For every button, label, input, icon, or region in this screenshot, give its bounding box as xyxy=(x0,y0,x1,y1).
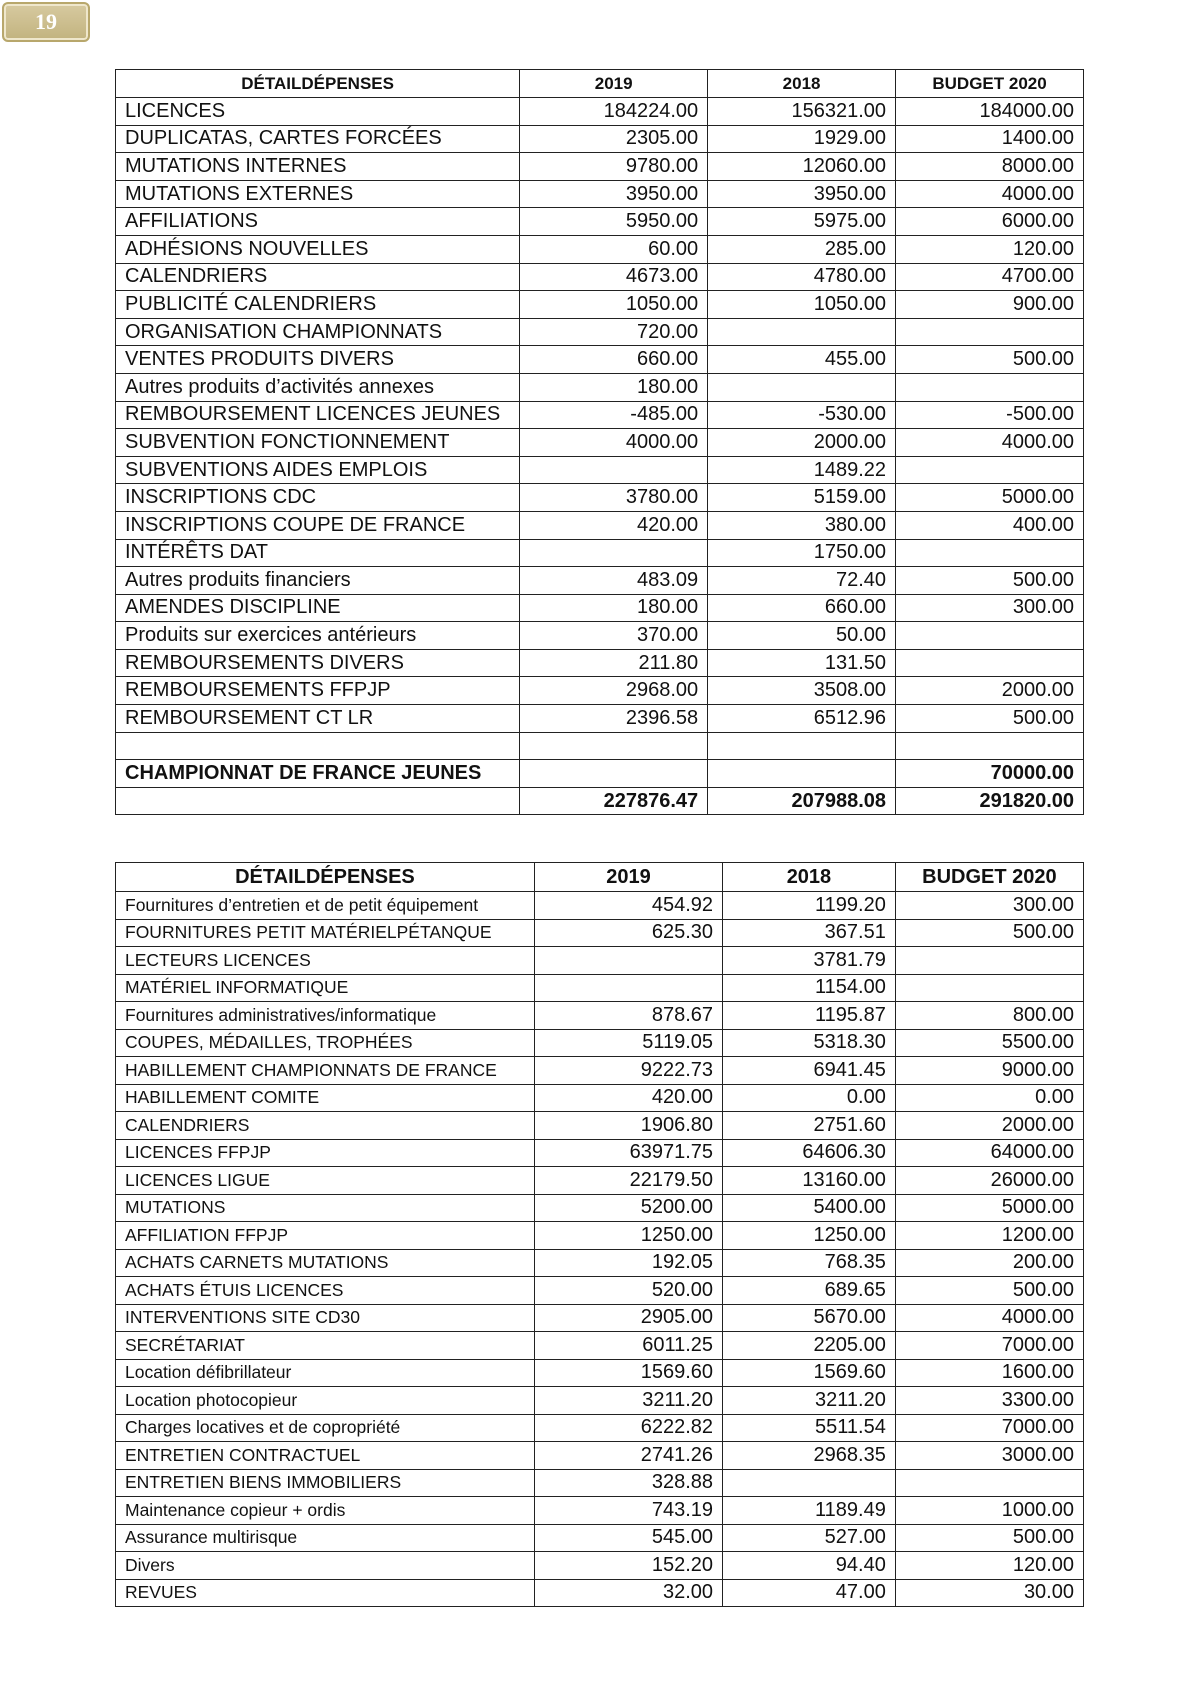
row-label: LICENCES LIGUE xyxy=(116,1167,535,1195)
value-2018: 2968.35 xyxy=(723,1442,896,1470)
row-label: COUPES, MÉDAILLES, TROPHÉES xyxy=(116,1029,535,1057)
value-budget-2020: 8000.00 xyxy=(896,153,1084,181)
value-budget-2020 xyxy=(896,622,1084,650)
value-budget-2020: 4000.00 xyxy=(896,180,1084,208)
row-label: AFFILIATIONS xyxy=(116,208,520,236)
value-budget-2020: 0.00 xyxy=(895,1084,1083,1112)
value-budget-2020: 300.00 xyxy=(895,892,1083,920)
value-budget-2020: 500.00 xyxy=(895,1277,1083,1305)
table-header-row xyxy=(116,70,1084,98)
table-row xyxy=(116,677,1084,705)
table-row xyxy=(116,1222,1084,1250)
table-row xyxy=(116,567,1084,595)
value-2018 xyxy=(723,1469,896,1497)
value-budget-2020: 4000.00 xyxy=(895,1304,1083,1332)
value-2018: 2000.00 xyxy=(708,429,896,457)
value-2019: 3780.00 xyxy=(520,484,708,512)
value-2018: 0.00 xyxy=(723,1084,896,1112)
table-row xyxy=(116,1497,1084,1525)
value-2019: 483.09 xyxy=(520,567,708,595)
value-2019 xyxy=(520,539,708,567)
table-row xyxy=(116,732,1084,760)
page-number-badge xyxy=(2,2,90,42)
value-2019: 2396.58 xyxy=(520,705,708,733)
value-budget-2020: 5000.00 xyxy=(895,1194,1083,1222)
table-row xyxy=(116,346,1084,374)
table-row xyxy=(116,429,1084,457)
value-2019: 180.00 xyxy=(520,373,708,401)
value-2019: 9222.73 xyxy=(534,1057,722,1085)
value-budget-2020: 6000.00 xyxy=(896,208,1084,236)
value-2019: 454.92 xyxy=(534,892,722,920)
value-2018: 131.50 xyxy=(708,649,896,677)
page-number: 19 xyxy=(35,9,57,34)
value-2018: 367.51 xyxy=(723,919,896,947)
value-2019: 63971.75 xyxy=(534,1139,722,1167)
value-budget-2020: 1200.00 xyxy=(895,1222,1083,1250)
table-row xyxy=(116,456,1084,484)
table-row xyxy=(116,318,1084,346)
value-2019: 1906.80 xyxy=(534,1112,722,1140)
value-2018: 1050.00 xyxy=(708,291,896,319)
value-budget-2020 xyxy=(896,732,1084,760)
table-row xyxy=(116,1057,1084,1085)
value-budget-2020: 500.00 xyxy=(896,705,1084,733)
value-2019: 660.00 xyxy=(520,346,708,374)
value-2018: 1929.00 xyxy=(708,125,896,153)
row-label: INSCRIPTIONS CDC xyxy=(116,484,520,512)
row-label: REVUES xyxy=(116,1579,535,1607)
value-2018: 5159.00 xyxy=(708,484,896,512)
value-2018: 1199.20 xyxy=(723,892,896,920)
row-label: ORGANISATION CHAMPIONNATS xyxy=(116,318,520,346)
value-2018: 689.65 xyxy=(723,1277,896,1305)
value-2019: 180.00 xyxy=(520,594,708,622)
row-label: FOURNITURES PETIT MATÉRIELPÉTANQUE xyxy=(116,919,535,947)
value-2019: 152.20 xyxy=(534,1552,722,1580)
value-2018: 5511.54 xyxy=(723,1414,896,1442)
value-2018 xyxy=(708,760,896,788)
value-2018: 94.40 xyxy=(723,1552,896,1580)
value-budget-2020: 1400.00 xyxy=(896,125,1084,153)
value-budget-2020: 1000.00 xyxy=(895,1497,1083,1525)
value-2018: 2751.60 xyxy=(723,1112,896,1140)
value-budget-2020: 7000.00 xyxy=(895,1332,1083,1360)
value-budget-2020 xyxy=(895,974,1083,1002)
value-budget-2020: 200.00 xyxy=(895,1249,1083,1277)
value-2019: -485.00 xyxy=(520,401,708,429)
value-2018: 64606.30 xyxy=(723,1139,896,1167)
value-2018: 6941.45 xyxy=(723,1057,896,1085)
value-budget-2020: 500.00 xyxy=(896,567,1084,595)
table-row xyxy=(116,1387,1084,1415)
value-2019: 625.30 xyxy=(534,919,722,947)
table-row xyxy=(116,1359,1084,1387)
value-budget-2020: 800.00 xyxy=(895,1002,1083,1030)
value-2019: 22179.50 xyxy=(534,1167,722,1195)
value-2018: 5670.00 xyxy=(723,1304,896,1332)
row-label: SECRÉTARIAT xyxy=(116,1332,535,1360)
row-label: AMENDES DISCIPLINE xyxy=(116,594,520,622)
value-2019: 211.80 xyxy=(520,649,708,677)
value-2019: 1569.60 xyxy=(534,1359,722,1387)
value-2019: 4673.00 xyxy=(520,263,708,291)
value-2019: 6011.25 xyxy=(534,1332,722,1360)
value-2019: 2905.00 xyxy=(534,1304,722,1332)
value-2019 xyxy=(534,947,722,975)
value-budget-2020: -500.00 xyxy=(896,401,1084,429)
value-2018: 3508.00 xyxy=(708,677,896,705)
row-label xyxy=(116,732,520,760)
value-2018: 660.00 xyxy=(708,594,896,622)
value-2019: 4000.00 xyxy=(520,429,708,457)
value-2018: 13160.00 xyxy=(723,1167,896,1195)
row-label: Autres produits financiers xyxy=(116,567,520,595)
value-2018 xyxy=(708,318,896,346)
row-label: Location défibrillateur xyxy=(116,1359,535,1387)
table-row xyxy=(116,1442,1084,1470)
row-label: Fournitures d’entretien et de petit équipement xyxy=(116,892,535,920)
value-budget-2020 xyxy=(895,947,1083,975)
table-row xyxy=(116,1112,1084,1140)
value-2019 xyxy=(520,456,708,484)
value-budget-2020 xyxy=(896,649,1084,677)
column-header-2018: 2018 xyxy=(723,863,896,892)
row-label: HABILLEMENT COMITE xyxy=(116,1084,535,1112)
value-2019: 184224.00 xyxy=(520,98,708,126)
table-row xyxy=(116,649,1084,677)
table-row xyxy=(116,235,1084,263)
row-label: Charges locatives et de copropriété xyxy=(116,1414,535,1442)
value-2019: 32.00 xyxy=(534,1579,722,1607)
value-2018: 4780.00 xyxy=(708,263,896,291)
value-2018 xyxy=(708,732,896,760)
value-2018: 1154.00 xyxy=(723,974,896,1002)
value-budget-2020: 5000.00 xyxy=(896,484,1084,512)
table-row xyxy=(116,1167,1084,1195)
table-row xyxy=(116,787,1084,815)
column-header-2019: 2019 xyxy=(534,863,722,892)
value-budget-2020: 7000.00 xyxy=(895,1414,1083,1442)
value-2019: 1250.00 xyxy=(534,1222,722,1250)
table-row xyxy=(116,1414,1084,1442)
row-label xyxy=(116,787,520,815)
row-label: INSCRIPTIONS COUPE DE FRANCE xyxy=(116,511,520,539)
value-budget-2020: 184000.00 xyxy=(896,98,1084,126)
row-label: Divers xyxy=(116,1552,535,1580)
value-2019: 878.67 xyxy=(534,1002,722,1030)
table-row xyxy=(116,1579,1084,1607)
row-label: Produits sur exercices antérieurs xyxy=(116,622,520,650)
row-label: SUBVENTIONS AIDES EMPLOIS xyxy=(116,456,520,484)
value-budget-2020: 4000.00 xyxy=(896,429,1084,457)
value-2019: 3211.20 xyxy=(534,1387,722,1415)
row-label: ADHÉSIONS NOUVELLES xyxy=(116,235,520,263)
value-2019: 420.00 xyxy=(520,511,708,539)
column-header-budget-2020: BUDGET 2020 xyxy=(895,863,1083,892)
row-label: LICENCES FFPJP xyxy=(116,1139,535,1167)
row-label: REMBOURSEMENT LICENCES JEUNES xyxy=(116,401,520,429)
value-2019: 9780.00 xyxy=(520,153,708,181)
value-2018 xyxy=(708,373,896,401)
value-budget-2020 xyxy=(896,318,1084,346)
value-2019: 60.00 xyxy=(520,235,708,263)
value-2019 xyxy=(534,974,722,1002)
value-budget-2020: 30.00 xyxy=(895,1579,1083,1607)
value-2019: 743.19 xyxy=(534,1497,722,1525)
value-2018: 1189.49 xyxy=(723,1497,896,1525)
table-row xyxy=(116,98,1084,126)
value-2019: 2741.26 xyxy=(534,1442,722,1470)
value-2019: 1050.00 xyxy=(520,291,708,319)
value-2019: 6222.82 xyxy=(534,1414,722,1442)
table-row xyxy=(116,705,1084,733)
table-row xyxy=(116,622,1084,650)
value-2019: 370.00 xyxy=(520,622,708,650)
row-label: MATÉRIEL INFORMATIQUE xyxy=(116,974,535,1002)
row-label: AFFILIATION FFPJP xyxy=(116,1222,535,1250)
value-budget-2020: 500.00 xyxy=(896,346,1084,374)
row-label: ACHATS CARNETS MUTATIONS xyxy=(116,1249,535,1277)
value-budget-2020: 1600.00 xyxy=(895,1359,1083,1387)
value-2019: 2968.00 xyxy=(520,677,708,705)
value-2018: 5975.00 xyxy=(708,208,896,236)
value-2018: 5400.00 xyxy=(723,1194,896,1222)
value-2018: 156321.00 xyxy=(708,98,896,126)
column-header-label: DÉTAILDÉPENSES xyxy=(116,863,535,892)
row-label: ACHATS ÉTUIS LICENCES xyxy=(116,1277,535,1305)
revenue-table xyxy=(115,69,1084,815)
value-budget-2020 xyxy=(896,456,1084,484)
expense-table xyxy=(115,862,1084,1607)
value-2019: 545.00 xyxy=(534,1524,722,1552)
row-label: Fournitures administratives/informatique xyxy=(116,1002,535,1030)
value-2018: 12060.00 xyxy=(708,153,896,181)
row-label: ENTRETIEN CONTRACTUEL xyxy=(116,1442,535,1470)
value-budget-2020: 300.00 xyxy=(896,594,1084,622)
table-row xyxy=(116,892,1084,920)
value-budget-2020: 2000.00 xyxy=(896,677,1084,705)
value-budget-2020: 3000.00 xyxy=(895,1442,1083,1470)
row-label: LICENCES xyxy=(116,98,520,126)
table-row xyxy=(116,539,1084,567)
row-label: INTÉRÊTS DAT xyxy=(116,539,520,567)
table-row xyxy=(116,1552,1084,1580)
value-2018: 207988.08 xyxy=(708,787,896,815)
value-2018: 50.00 xyxy=(708,622,896,650)
table-row xyxy=(116,263,1084,291)
row-label: Maintenance copieur + ordis xyxy=(116,1497,535,1525)
table-row xyxy=(116,760,1084,788)
value-budget-2020: 120.00 xyxy=(895,1552,1083,1580)
row-label: HABILLEMENT CHAMPIONNATS DE FRANCE xyxy=(116,1057,535,1085)
table-row xyxy=(116,484,1084,512)
row-label: MUTATIONS EXTERNES xyxy=(116,180,520,208)
value-2018: 3781.79 xyxy=(723,947,896,975)
value-2019: 5200.00 xyxy=(534,1194,722,1222)
value-2018: -530.00 xyxy=(708,401,896,429)
row-label: Assurance multirisque xyxy=(116,1524,535,1552)
column-header-budget-2020: BUDGET 2020 xyxy=(896,70,1084,98)
value-budget-2020: 64000.00 xyxy=(895,1139,1083,1167)
value-2019 xyxy=(520,760,708,788)
table-row xyxy=(116,373,1084,401)
table-row xyxy=(116,594,1084,622)
row-label: DUPLICATAS, CARTES FORCÉES xyxy=(116,125,520,153)
value-budget-2020: 120.00 xyxy=(896,235,1084,263)
table-row xyxy=(116,919,1084,947)
row-label: CALENDRIERS xyxy=(116,263,520,291)
value-2018: 47.00 xyxy=(723,1579,896,1607)
value-2019: 720.00 xyxy=(520,318,708,346)
row-label: Autres produits d’activités annexes xyxy=(116,373,520,401)
value-2019: 420.00 xyxy=(534,1084,722,1112)
value-budget-2020: 400.00 xyxy=(896,511,1084,539)
row-label: MUTATIONS INTERNES xyxy=(116,153,520,181)
value-2019: 328.88 xyxy=(534,1469,722,1497)
row-label: SUBVENTION FONCTIONNEMENT xyxy=(116,429,520,457)
row-label: MUTATIONS xyxy=(116,1194,535,1222)
row-label: CHAMPIONNAT DE FRANCE JEUNES xyxy=(116,760,520,788)
row-label: VENTES PRODUITS DIVERS xyxy=(116,346,520,374)
value-2018: 1250.00 xyxy=(723,1222,896,1250)
value-budget-2020: 9000.00 xyxy=(895,1057,1083,1085)
value-2019: 192.05 xyxy=(534,1249,722,1277)
table-row xyxy=(116,1332,1084,1360)
value-2018: 285.00 xyxy=(708,235,896,263)
value-2018: 1569.60 xyxy=(723,1359,896,1387)
row-label: REMBOURSEMENTS DIVERS xyxy=(116,649,520,677)
table-row xyxy=(116,1249,1084,1277)
value-2019: 2305.00 xyxy=(520,125,708,153)
table-row xyxy=(116,1084,1084,1112)
table-row xyxy=(116,1469,1084,1497)
value-budget-2020: 291820.00 xyxy=(896,787,1084,815)
value-budget-2020: 5500.00 xyxy=(895,1029,1083,1057)
value-2019: 3950.00 xyxy=(520,180,708,208)
table-row xyxy=(116,511,1084,539)
value-2018: 72.40 xyxy=(708,567,896,595)
table-row xyxy=(116,1304,1084,1332)
value-budget-2020: 70000.00 xyxy=(896,760,1084,788)
column-header-2018: 2018 xyxy=(708,70,896,98)
value-budget-2020: 900.00 xyxy=(896,291,1084,319)
value-budget-2020: 2000.00 xyxy=(895,1112,1083,1140)
table-row xyxy=(116,401,1084,429)
value-2018: 527.00 xyxy=(723,1524,896,1552)
value-2018: 3211.20 xyxy=(723,1387,896,1415)
value-budget-2020: 500.00 xyxy=(895,1524,1083,1552)
table-row xyxy=(116,153,1084,181)
row-label: Location photocopieur xyxy=(116,1387,535,1415)
table-row xyxy=(116,1524,1084,1552)
table-row xyxy=(116,125,1084,153)
row-label: LECTEURS LICENCES xyxy=(116,947,535,975)
column-header-label: DÉTAILDÉPENSES xyxy=(116,70,520,98)
value-2019: 5950.00 xyxy=(520,208,708,236)
table-row xyxy=(116,1139,1084,1167)
row-label: ENTRETIEN BIENS IMMOBILIERS xyxy=(116,1469,535,1497)
value-2018: 2205.00 xyxy=(723,1332,896,1360)
value-2018: 1750.00 xyxy=(708,539,896,567)
value-2019: 5119.05 xyxy=(534,1029,722,1057)
table-header-row xyxy=(116,863,1084,892)
row-label: CALENDRIERS xyxy=(116,1112,535,1140)
value-2018: 3950.00 xyxy=(708,180,896,208)
value-budget-2020: 4700.00 xyxy=(896,263,1084,291)
value-budget-2020 xyxy=(896,539,1084,567)
table-row xyxy=(116,291,1084,319)
table-row xyxy=(116,1194,1084,1222)
value-2019 xyxy=(520,732,708,760)
value-2019: 227876.47 xyxy=(520,787,708,815)
value-budget-2020: 500.00 xyxy=(895,919,1083,947)
table-row xyxy=(116,1029,1084,1057)
value-2018: 768.35 xyxy=(723,1249,896,1277)
column-header-2019: 2019 xyxy=(520,70,708,98)
value-2018: 455.00 xyxy=(708,346,896,374)
table-row xyxy=(116,180,1084,208)
table-row xyxy=(116,974,1084,1002)
value-budget-2020 xyxy=(895,1469,1083,1497)
value-budget-2020: 3300.00 xyxy=(895,1387,1083,1415)
value-2018: 6512.96 xyxy=(708,705,896,733)
value-budget-2020 xyxy=(896,373,1084,401)
value-2019: 520.00 xyxy=(534,1277,722,1305)
row-label: PUBLICITÉ CALENDRIERS xyxy=(116,291,520,319)
value-2018: 1195.87 xyxy=(723,1002,896,1030)
table-row xyxy=(116,1277,1084,1305)
row-label: INTERVENTIONS SITE CD30 xyxy=(116,1304,535,1332)
value-budget-2020: 26000.00 xyxy=(895,1167,1083,1195)
table-row xyxy=(116,1002,1084,1030)
row-label: REMBOURSEMENT CT LR xyxy=(116,705,520,733)
table-row xyxy=(116,208,1084,236)
row-label: REMBOURSEMENTS FFPJP xyxy=(116,677,520,705)
table-row xyxy=(116,947,1084,975)
value-2018: 1489.22 xyxy=(708,456,896,484)
value-2018: 380.00 xyxy=(708,511,896,539)
value-2018: 5318.30 xyxy=(723,1029,896,1057)
